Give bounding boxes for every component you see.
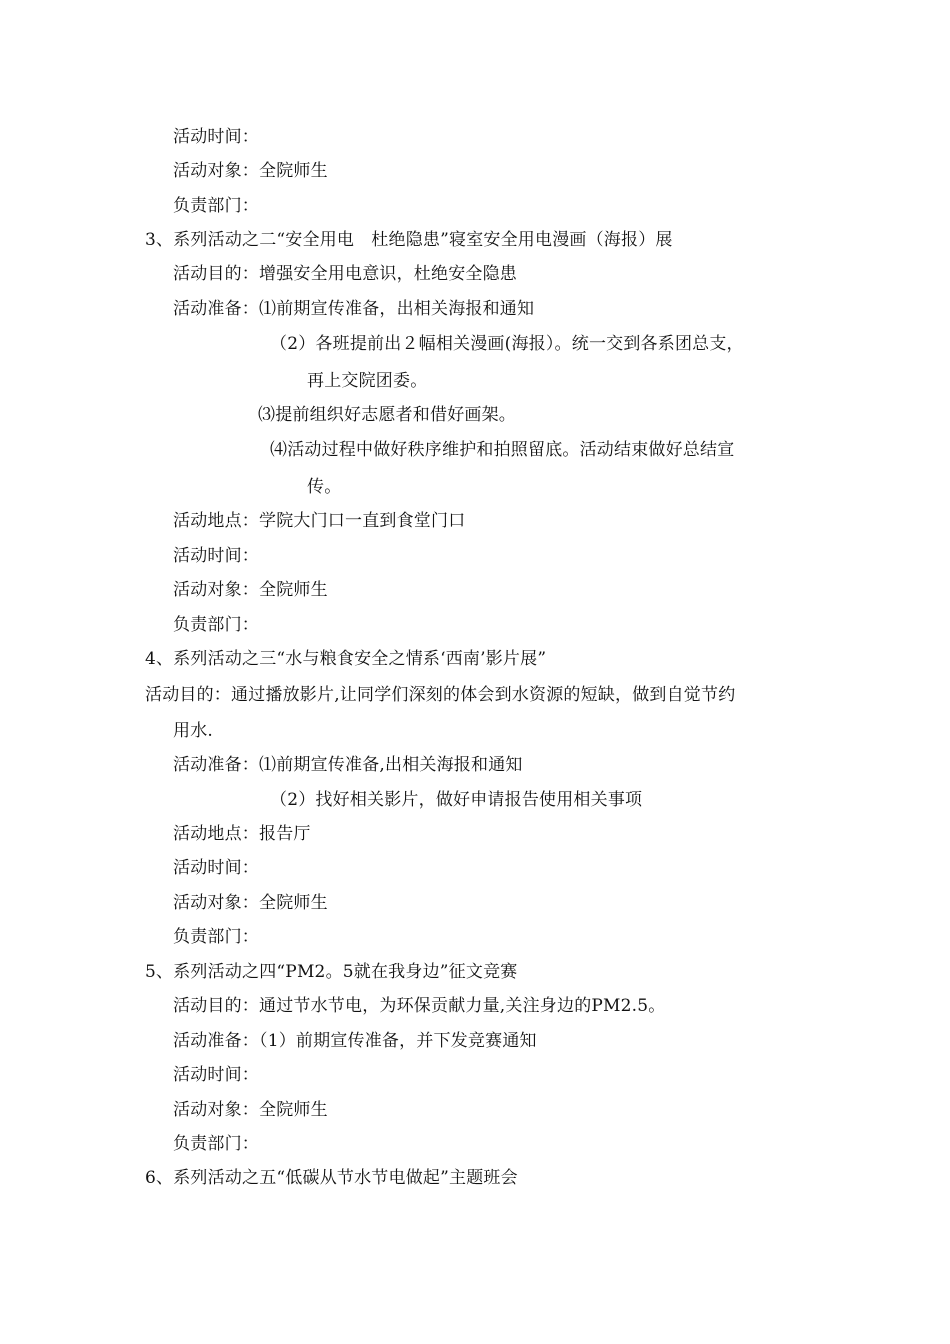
- line-activity-goal: 活动目的：通过节水节电，为环保贡献力量,关注身边的PM2.5。: [173, 996, 666, 1016]
- line-activity-time: 活动时间：: [173, 127, 259, 147]
- line-activity-prep: 活动准备：（1）前期宣传准备，并下发竞赛通知: [173, 1031, 537, 1051]
- line-activity-location: 活动地点：学院大门口一直到食堂门口: [173, 511, 466, 531]
- line-activity-target: 活动对象：全院师生: [173, 1100, 328, 1120]
- line-activity-time: 活动时间：: [173, 546, 259, 566]
- section-heading-4: 4、系列活动之三“水与粮食安全之情系‘西南’影片展”: [145, 649, 547, 669]
- line-prep-item-3: ⑶提前组织好志愿者和借好画架。: [258, 405, 516, 425]
- line-activity-target: 活动对象：全院师生: [173, 893, 328, 913]
- line-responsible-dept: 负责部门：: [173, 927, 259, 947]
- line-prep-item-4: ⑷活动过程中做好秩序维护和拍照留底。活动结束做好总结宣: [270, 440, 735, 460]
- line-prep-item-2: （2）找好相关影片，做好申请报告使用相关事项: [270, 790, 643, 810]
- section-heading-6: 6、系列活动之五“低碳从节水节电做起”主题班会: [145, 1168, 518, 1188]
- line-prep-item-2: （2）各班提前出２幅相关漫画(海报）。统一交到各系团总支，: [270, 334, 744, 354]
- line-activity-target: 活动对象：全院师生: [173, 580, 328, 600]
- line-responsible-dept: 负责部门：: [173, 196, 259, 216]
- line-activity-goal: 活动目的：通过播放影片,让同学们深刻的体会到水资源的短缺，做到自觉节约: [145, 685, 736, 705]
- line-activity-goal-cont: 用水.: [173, 721, 214, 741]
- section-heading-5: 5、系列活动之四“PM2。5就在我身边”征文竞赛: [145, 962, 518, 982]
- line-responsible-dept: 负责部门：: [173, 1134, 259, 1154]
- line-activity-goal: 活动目的：增强安全用电意识，杜绝安全隐患: [173, 264, 517, 284]
- line-activity-prep: 活动准备：⑴前期宣传准备，出相关海报和通知: [173, 299, 535, 319]
- line-activity-target: 活动对象：全院师生: [173, 161, 328, 181]
- line-activity-prep: 活动准备：⑴前期宣传准备,出相关海报和通知: [173, 755, 523, 775]
- line-prep-item-2-cont: 再上交院团委。: [307, 371, 428, 391]
- line-activity-time: 活动时间：: [173, 1065, 259, 1085]
- section-heading-3: 3、系列活动之二“安全用电 杜绝隐患”寝室安全用电漫画（海报）展: [145, 230, 673, 250]
- line-prep-item-4-cont: 传。: [307, 477, 342, 497]
- line-responsible-dept: 负责部门：: [173, 615, 259, 635]
- line-activity-time: 活动时间：: [173, 858, 259, 878]
- line-activity-location: 活动地点：报告厅: [173, 824, 311, 844]
